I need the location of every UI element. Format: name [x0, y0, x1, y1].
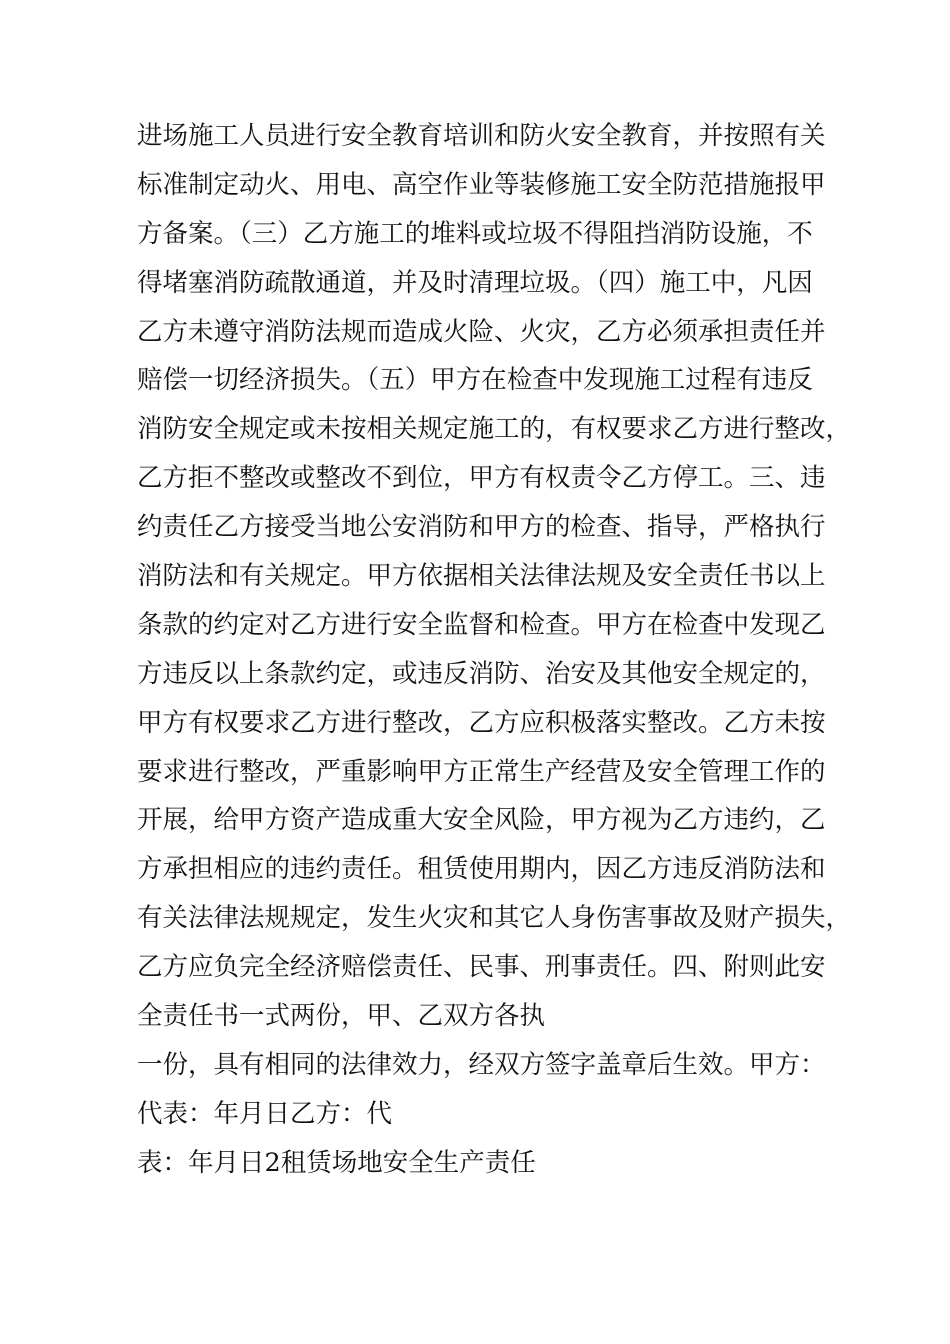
text-line: 乙方未遵守消防法规而造成火险、火灾，乙方必须承担责任并 [137, 316, 826, 347]
text-line: 消防法和有关规定。甲方依据相关法律法规及安全责任书以上 [137, 561, 826, 592]
text-line: 全责任书一式两份，甲、乙双方各执 [137, 1001, 546, 1032]
text-line: 进场施工人员进行安全教育培训和防火安全教育，并按照有关 [137, 121, 826, 151]
text-line: 乙方拒不整改或整改不到位，甲方有权责令乙方停工。三、违 [137, 463, 826, 494]
text-line: 方违反以上条款约定，或违反消防、治安及其他安全规定的， [137, 658, 826, 689]
text-line: 甲方有权要求乙方进行整改，乙方应积极落实整改。乙方未按 [137, 707, 826, 738]
text-line: 要求进行整改，严重影响甲方正常生产经营及安全管理工作的 [137, 756, 826, 787]
text-line: 约责任乙方接受当地公安消防和甲方的检查、指导，严格执行 [137, 512, 826, 543]
document-body [137, 112, 857, 1188]
text-line: 开展，给甲方资产造成重大安全风险，甲方视为乙方违约，乙 [137, 805, 826, 836]
text-line: 乙方应负完全经济赔偿责任、民事、刑事责任。四、附则此安 [137, 952, 826, 983]
text-line: 条款的约定对乙方进行安全监督和检查。甲方在检查中发现乙 [137, 609, 826, 640]
text-line: 消防安全规定或未按相关规定施工的，有权要求乙方进行整改， [137, 414, 852, 445]
text-line: 表：年月日2租赁场地安全生产责任 [137, 1147, 536, 1178]
text-line: 一份，具有相同的法律效力，经双方签字盖章后生效。甲方： [137, 1049, 826, 1080]
text-line: 有关法律法规规定，发生火灾和其它人身伤害事故及财产损失， [137, 903, 852, 934]
text-line: 标准制定动火、用电、高空作业等装修施工安全防范措施报甲 [137, 169, 826, 200]
text-line: 方备案。（三）乙方施工的堆料或垃圾不得阻挡消防设施，不 [137, 218, 813, 249]
text-line: 方承担相应的违约责任。租赁使用期内，因乙方违反消防法和 [137, 854, 826, 885]
text-line: 赔偿一切经济损失。（五）甲方在检查中发现施工过程有违反 [137, 365, 813, 396]
text-line: 代表：年月日乙方：代 [137, 1098, 393, 1129]
text-line: 得堵塞消防疏散通道，并及时清理垃圾。（四）施工中，凡因 [137, 267, 813, 298]
